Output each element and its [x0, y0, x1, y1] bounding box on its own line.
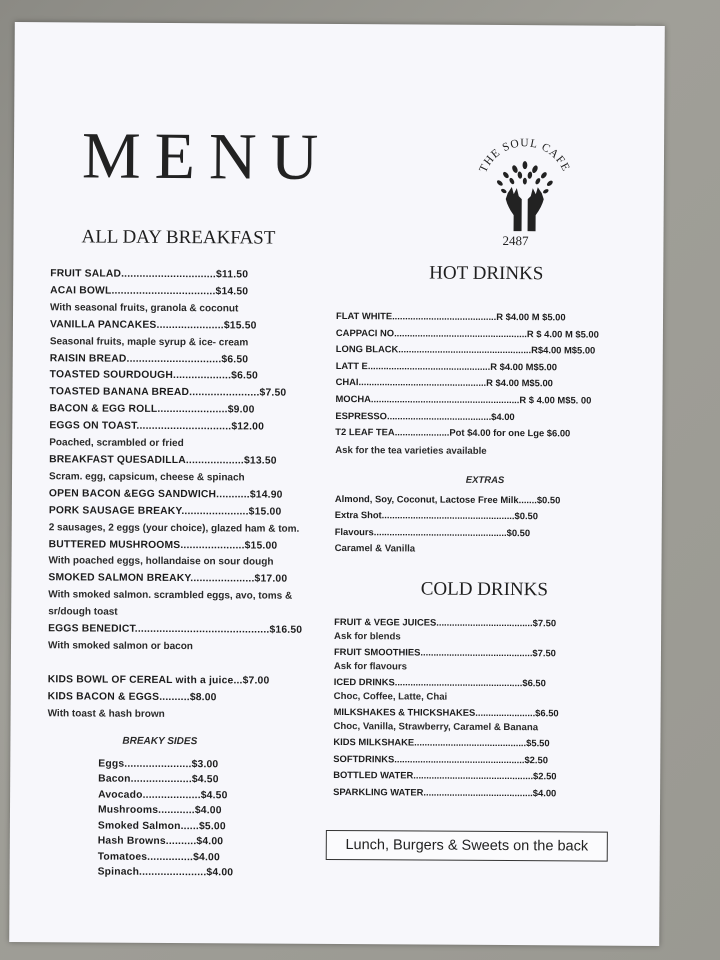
item-description: Poached, scrambled or fried: [49, 437, 184, 450]
item-label: SMOKED SALMON BREAKY: [48, 572, 191, 585]
menu-item: [48, 621, 338, 640]
menu-item: [48, 672, 338, 691]
item-dots: ...............................................: [367, 359, 491, 372]
item-label: Almond, Soy, Coconut, Lactose Free Milk: [334, 492, 519, 505]
breakfast-heading: ALL DAY BREAKFAST: [81, 226, 276, 249]
item-dots: ........................................: [392, 310, 497, 322]
menu-item: [98, 756, 337, 773]
item-dots: .................................................: [394, 676, 523, 688]
menu-item: [50, 368, 340, 387]
item-label: MOCHA: [335, 392, 371, 405]
item-price: $6.50: [522, 676, 546, 688]
menu-item: [50, 266, 340, 285]
item-price: $4.00: [491, 410, 515, 422]
item-price: $4.00: [206, 867, 234, 879]
menu-item: [50, 317, 340, 336]
logo-number: 2487: [502, 233, 529, 249]
item-price: $11.50: [215, 269, 249, 281]
item-dots: ...................................................: [394, 326, 527, 339]
item-label: Avocado: [98, 789, 143, 801]
item-label: KIDS BOWL OF CEREAL with a juice...: [47, 674, 243, 687]
item-description: sr/dough toast: [48, 606, 118, 618]
menu-item: [334, 644, 634, 662]
menu-item: [98, 834, 337, 851]
item-dots: ..................................: [111, 285, 216, 298]
menu-item: [336, 341, 636, 359]
menu-item: [334, 674, 634, 692]
menu-item: [336, 374, 636, 392]
menu-item: [98, 818, 337, 835]
item-price: $4.50: [200, 789, 228, 801]
tea-note: Ask for the tea varieties available: [335, 444, 487, 457]
breakfast-list: [47, 266, 341, 881]
item-price: $13.50: [243, 455, 277, 467]
menu-item: [335, 424, 635, 442]
menu-item: [49, 385, 339, 404]
item-label: LONG BLACK: [335, 343, 399, 355]
menu-item: [335, 391, 635, 409]
item-label: RAISIN BREAD: [49, 352, 127, 365]
item-label: Hash Browns: [97, 835, 166, 848]
item-label: PORK SAUSAGE BREAKY: [48, 504, 182, 517]
menu-sheet: [9, 22, 665, 946]
item-dots: ......................: [139, 866, 207, 879]
item-dots: ...............................: [121, 268, 217, 281]
item-label: KIDS BACON & EGGS: [47, 690, 160, 703]
item-price: $0.50: [506, 526, 531, 539]
menu-item: [98, 787, 337, 804]
item-price: $12.00: [231, 421, 265, 433]
item-price: R$4.00 M$5.00: [531, 344, 596, 356]
item-price: $9.00: [227, 404, 255, 416]
menu-item: [48, 571, 338, 590]
item-label: EGGS ON TOAST: [49, 420, 137, 432]
menu-item: [98, 772, 337, 789]
item-description: With smoked salmon. scrambled eggs, avo, toms &: [48, 589, 293, 602]
menu-item: [98, 849, 337, 866]
item-price: $15.00: [244, 539, 278, 552]
item-description: With poached eggs, hollandaise on sour dough: [48, 555, 274, 569]
item-dots: .......: [518, 493, 537, 505]
menu-item: [335, 507, 635, 525]
item-price: $14.50: [215, 286, 249, 298]
hands-tree-icon: [469, 117, 580, 248]
item-dots: ......: [180, 820, 200, 832]
item-price: R $4.00 M$5.00: [490, 360, 558, 373]
item-price: $4.00: [196, 836, 224, 848]
item-dots: ..........................................: [416, 736, 527, 749]
item-label: SPARKLING WATER: [333, 785, 424, 798]
item-price: $4.00: [532, 786, 557, 799]
item-dots: ..............................................: [413, 769, 534, 782]
item-label: FRUIT & VEGE JUICES: [334, 615, 437, 628]
item-price: $4.50: [191, 774, 219, 786]
menu-item: [334, 614, 634, 632]
item-price: $4.00: [193, 851, 220, 863]
menu-item: [49, 452, 339, 471]
item-label: ESPRESSO: [335, 409, 388, 421]
item-description: Seasonal fruits, maple syrup & ice- cream: [49, 335, 249, 349]
item-label: CHAI: [335, 376, 359, 388]
item-price: $7.50: [259, 387, 287, 400]
item-label: ICED DRINKS: [333, 675, 395, 688]
item-dots: .....................................: [436, 616, 533, 628]
item-dots: ...............................: [136, 420, 232, 433]
item-price: $3.00: [191, 758, 219, 770]
item-description: With seasonal fruits, granola & coconut: [50, 302, 239, 315]
item-price: $16.50: [269, 624, 303, 636]
item-dots: ..........: [165, 836, 197, 848]
item-dots: ......................: [156, 319, 224, 332]
item-price: $6.50: [231, 370, 258, 382]
item-dots: ..................................................: [394, 752, 525, 765]
menu-item: [49, 486, 339, 505]
item-price: R $ 4.00 M $5.00: [526, 327, 599, 340]
item-label: LATT E: [335, 359, 368, 371]
menu-item: [335, 491, 635, 509]
item-label: TOASTED SOURDOUGH: [49, 369, 174, 382]
item-label: MILKSHAKES & THICKSHAKES.: [333, 705, 478, 718]
cold-drinks-heading: COLD DRINKS: [420, 578, 549, 600]
item-label: BOTTLED WATER: [333, 769, 414, 781]
item-label: FRUIT SALAD: [50, 268, 122, 280]
item-label: Spinach: [97, 866, 140, 878]
extras-heading: EXTRAS: [465, 474, 505, 486]
logo-text: THE SOUL CAFE: [477, 137, 572, 175]
item-price: R $4.00 M$5.00: [486, 377, 553, 389]
item-dots: ...................................................: [381, 509, 515, 522]
item-dots: ...............................: [126, 353, 222, 365]
item-label: Flavours: [334, 525, 374, 538]
menu-item: [335, 524, 635, 542]
item-price: $17.00: [254, 573, 288, 586]
item-dots: ............................................: [134, 623, 270, 636]
item-label: TOASTED BANANA BREAD: [49, 386, 190, 399]
item-dots: ...............: [147, 851, 194, 863]
item-description: Choc, Vanilla, Strawberry, Caramel & Banana: [333, 721, 539, 734]
item-description: Ask for blends: [334, 631, 401, 643]
item-dots: .........................................................: [370, 393, 520, 406]
item-dots: ......................: [124, 758, 192, 770]
item-label: EGGS BENEDICT: [48, 623, 135, 635]
item-dots: ..........: [159, 691, 190, 703]
item-description: 2 sausages, 2 eggs (your choice), glazed ham & tom.: [48, 521, 300, 535]
back-note-box: Lunch, Burgers & Sweets on the back: [326, 830, 608, 862]
item-dots: ...................................................: [398, 343, 532, 356]
menu-item: [50, 351, 340, 370]
menu-item: [49, 537, 339, 556]
menu-item: [49, 418, 339, 437]
svg-text:THE SOUL CAFE: [477, 137, 572, 175]
item-dots: ....................: [130, 773, 192, 786]
hot-drinks-heading: HOT DRINKS: [429, 262, 544, 285]
menu-item: [335, 408, 635, 426]
item-label: Mushrooms: [97, 804, 159, 816]
item-price: $5.50: [526, 737, 550, 749]
menu-item: [49, 503, 339, 522]
menu-item: [333, 767, 633, 785]
drinks-column: [333, 262, 636, 802]
item-dots: .....................: [180, 539, 245, 551]
item-price: Pot $4.00 for one Lge $6.00: [449, 426, 571, 439]
extras-note: Caramel & Vanilla: [334, 542, 416, 555]
item-dots: ..........................................: [423, 786, 533, 798]
item-label: FLAT WHITE: [335, 309, 393, 322]
item-label: Bacon: [98, 773, 131, 785]
item-description: With smoked salmon or bacon: [47, 640, 193, 653]
item-dots: .....................: [394, 426, 450, 438]
item-dots: .......................: [157, 404, 228, 416]
item-price: $5.00: [198, 820, 226, 832]
item-price: $2.50: [524, 753, 548, 765]
menu-item: [48, 689, 338, 708]
item-price: $15.00: [248, 506, 282, 518]
spacer: [48, 655, 338, 674]
menu-item: [336, 358, 636, 376]
item-label: SOFTDRINKS: [333, 752, 395, 764]
item-price: $14.90: [249, 489, 283, 501]
item-dots: ..........: [219, 489, 250, 501]
item-description: Ask for flavours: [333, 661, 407, 673]
page-title: MENU: [81, 119, 333, 194]
menu-item: [333, 750, 633, 768]
item-dots: ......................: [477, 706, 536, 719]
item-dots: ...................: [172, 370, 232, 382]
item-dots: .......................: [189, 387, 260, 399]
item-label: KIDS MILKSHAKE.: [333, 735, 417, 748]
item-label: ACAI BOWL: [50, 285, 112, 297]
item-label: BACON & EGG ROLL: [49, 403, 158, 416]
item-dots: .....................: [190, 573, 255, 585]
cold-drinks-list: [333, 614, 634, 803]
item-label: Extra Shot: [334, 509, 382, 521]
item-label: CAPPACI NO: [335, 326, 395, 338]
item-price: $8.00: [189, 691, 217, 704]
item-price: $7.00: [242, 675, 270, 687]
item-price: $0.50: [514, 510, 539, 522]
item-dots: ...................: [185, 455, 245, 467]
menu-item: [98, 803, 337, 820]
item-price: $15.50: [223, 320, 257, 332]
item-label: BREAKFAST QUESADILLA: [49, 454, 186, 467]
breaky-sides-list: [98, 756, 338, 881]
item-dots: ........................................: [386, 409, 492, 422]
item-dots: ...................................................: [373, 526, 507, 538]
item-price: R $ 4.00 M$5. 00: [519, 394, 592, 406]
item-price: $6.50: [221, 353, 249, 365]
item-price: $0.50: [536, 493, 561, 506]
item-label: OPEN BACON &EGG SANDWICH.: [48, 488, 220, 501]
item-price: $7.50: [532, 646, 556, 658]
item-price: $2.50: [533, 770, 557, 782]
menu-item: [49, 401, 339, 420]
item-description: With toast & hash brown: [47, 707, 165, 720]
item-dots: ...........................................: [420, 646, 533, 658]
item-label: BUTTERED MUSHROOMS: [48, 538, 181, 551]
item-price: $4.00: [194, 805, 222, 817]
menu-item: [333, 784, 633, 802]
menu-item: [336, 325, 636, 343]
menu-item: [98, 865, 337, 882]
menu-item: [334, 704, 634, 722]
item-label: Smoked Salmon: [97, 820, 181, 832]
menu-item: [336, 308, 636, 326]
hot-drinks-list: [335, 308, 636, 443]
item-description: Scram. egg, capsicum, cheese & spinach: [49, 471, 245, 484]
item-price: $7.50: [532, 616, 557, 628]
item-label: Tomatoes: [97, 851, 148, 863]
item-dots: ...................: [142, 789, 201, 801]
item-label: T2 LEAF TEA: [335, 426, 395, 438]
menu-item: [50, 283, 340, 302]
menu-item: [333, 734, 633, 752]
item-label: VANILLA PANCAKES: [49, 318, 157, 331]
item-price: $6.50: [535, 707, 559, 719]
item-price: R $4.00 M $5.00: [496, 310, 566, 323]
item-description: Choc, Coffee, Latte, Chai: [333, 691, 448, 703]
item-label: FRUIT SMOOTHIES: [333, 645, 421, 658]
item-dots: .................................................: [358, 376, 487, 389]
breaky-sides-heading: BREAKY SIDES: [122, 735, 198, 747]
extras-list: [335, 491, 635, 543]
item-label: Eggs: [98, 758, 125, 770]
item-dots: ............: [158, 804, 195, 817]
item-dots: ......................: [181, 505, 249, 518]
